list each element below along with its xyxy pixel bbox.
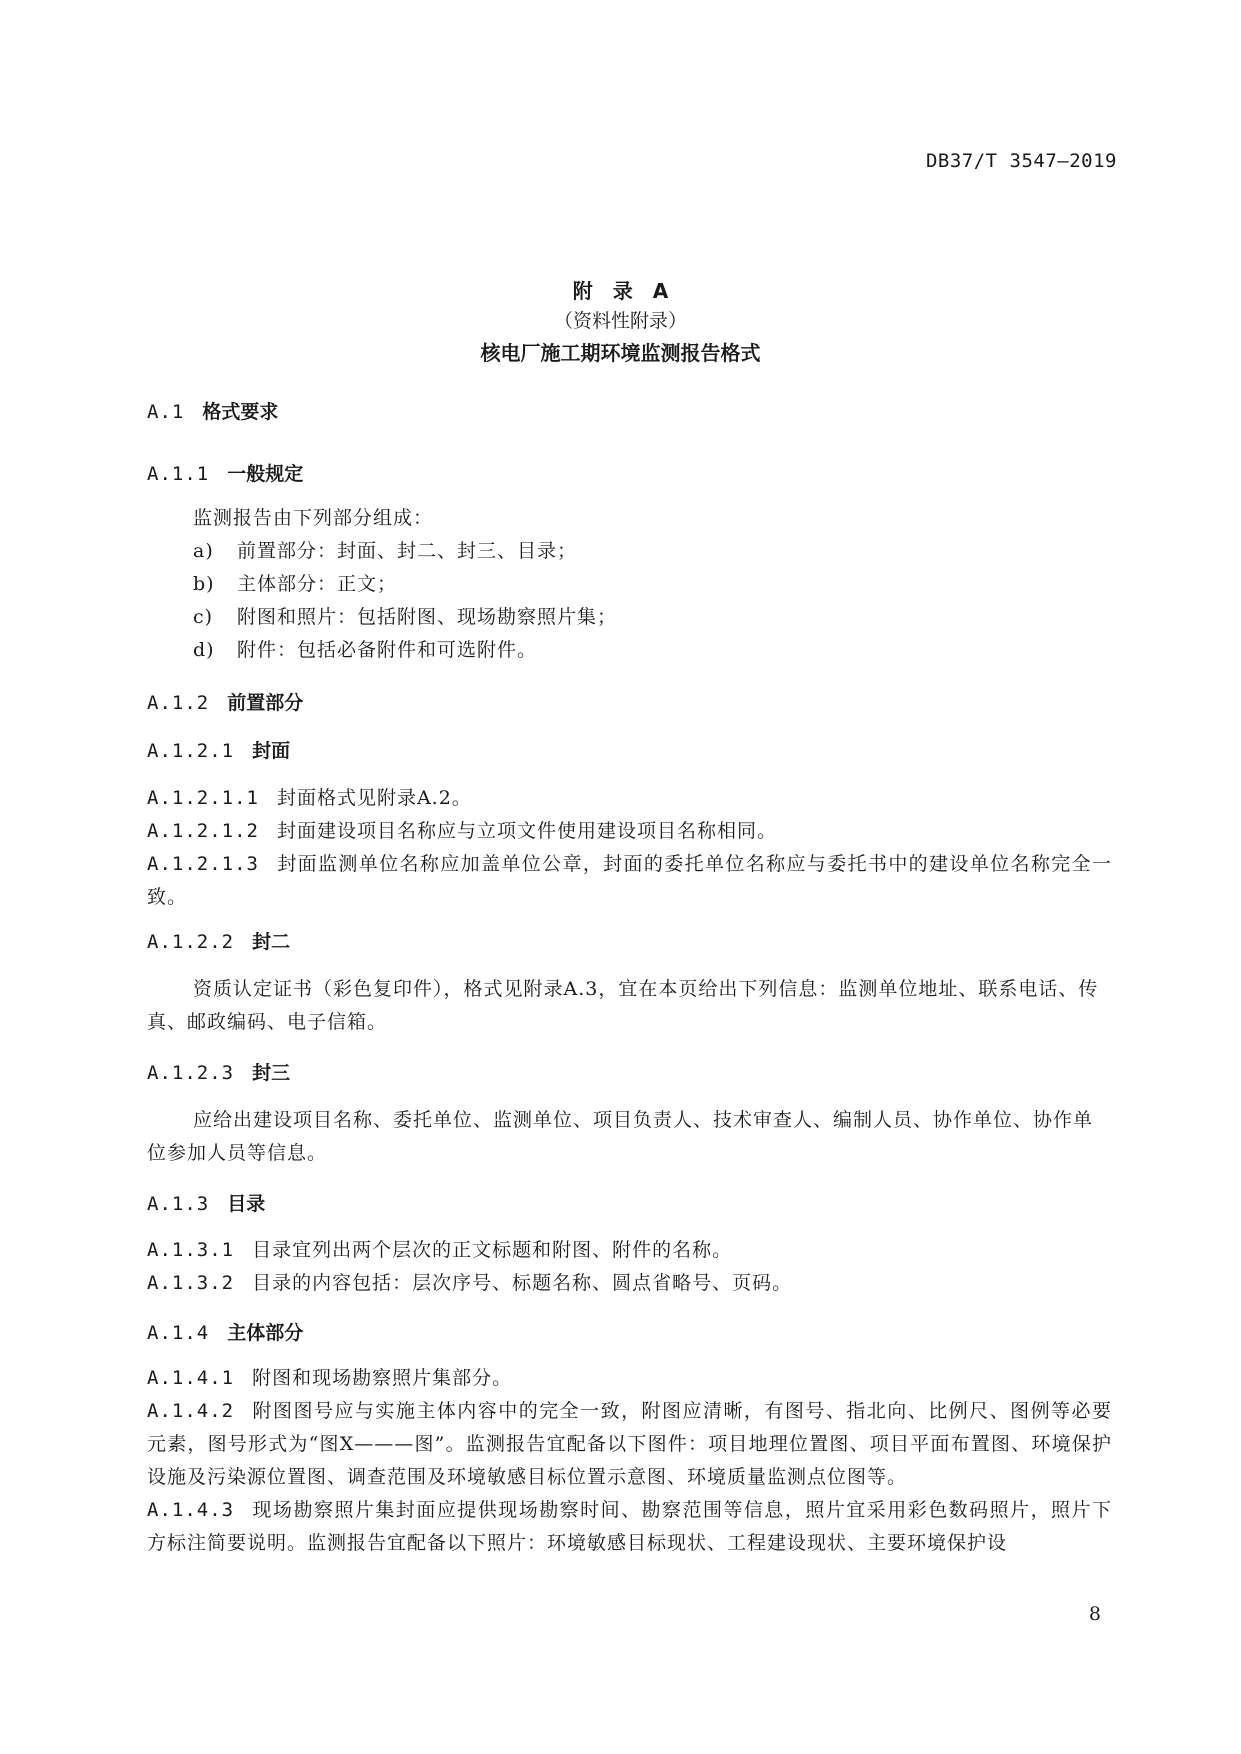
heading-a11 [147, 458, 1112, 491]
heading-text: 目录 [227, 1193, 266, 1215]
heading-text: 封二 [252, 931, 291, 953]
clause: A.1.2.1.2 封面建设项目名称应与立项文件使用建设项目名称相同。 [147, 820, 777, 842]
heading-number: A.1.2 [147, 692, 210, 714]
appendix-title: 附 录 A [572, 279, 669, 303]
heading-number: A.1.1 [147, 463, 210, 485]
heading-number: A.1.4 [147, 1322, 210, 1344]
clause: A.1.2.1.1 封面格式见附录A.2。 [147, 787, 472, 809]
heading-text: 封面 [252, 740, 291, 762]
clause: A.1.2.1.3 封面监测单位名称应加盖单位公章，封面的委托单位名称应与委托书中的建设单位名称完全一致。 [147, 853, 1112, 908]
heading-a123 [147, 1057, 1112, 1090]
heading-a121 [147, 735, 1112, 768]
list-item: b) 主体部分：正文； [193, 573, 398, 595]
clause: A.1.4.2 附图图号应与实施主体内容中的完全一致，附图应清晰，有图号、指北向、比例尺、图例等必要元素，图号形式为“图X———图”。监测报告宜配备以下图件：项目地理位置图、项目平面布置图、环境保护设施及污染源位置图、调查范围及环境敏感目标位置示意图、环境质量监测点位图等。 [147, 1400, 1112, 1488]
heading-text: 主体部分 [227, 1322, 304, 1344]
heading-text: 一般规定 [227, 463, 304, 485]
clause: A.1.4.3 现场勘察照片集封面应提供现场勘察时间、勘察范围等信息，照片宜采用彩色数码照片，照片下方标注简要说明。监测报告宜配备以下照片：环境敏感目标现状、工程建设现状、主要环境保护设 [147, 1499, 1112, 1554]
heading-number: A.1.2.1 [147, 740, 235, 762]
appendix-type: （资料性附录） [553, 310, 687, 332]
heading-a14 [147, 1317, 1112, 1350]
appendix-name: 核电厂施工期环境监测报告格式 [480, 341, 761, 365]
standard-code: DB37/T 3547—2019 [925, 150, 1117, 172]
section-a13-body [147, 1234, 1112, 1300]
heading-a122 [147, 926, 1112, 959]
heading-a12 [147, 687, 1112, 720]
list-item: d) 附件：包括必备附件和可选附件。 [193, 639, 538, 661]
heading-number: A.1.3 [147, 1193, 210, 1215]
section-a14-body [147, 1362, 1112, 1560]
clause: A.1.4.1 附图和现场勘察照片集部分。 [147, 1367, 513, 1389]
heading-number: A.1 [147, 401, 185, 423]
heading-text: 格式要求 [202, 401, 279, 423]
list-item: c) 附图和照片：包括附图、现场勘察照片集； [193, 606, 618, 628]
section-a121-body [147, 782, 1112, 914]
heading-text: 封三 [252, 1062, 291, 1084]
paragraph: 资质认定证书（彩色复印件），格式见附录A.3，宜在本页给出下列信息：监测单位地址、联系电话、传真、邮政编码、电子信箱。 [147, 978, 1099, 1033]
heading-a1 [147, 396, 1112, 429]
heading-number: A.1.2.3 [147, 1062, 235, 1084]
paragraph: 应给出建设项目名称、委托单位、监测单位、项目负责人、技术审查人、编制人员、协作单位、协作单位参加人员等信息。 [147, 1109, 1094, 1164]
page-number: 8 [1088, 1603, 1101, 1625]
heading-text: 前置部分 [227, 692, 304, 714]
heading-number: A.1.2.2 [147, 931, 235, 953]
section-a122-body [147, 973, 1112, 1039]
section-a11-body [147, 502, 1112, 667]
paragraph: 监测报告由下列部分组成： [193, 507, 434, 529]
section-a123-body [147, 1104, 1112, 1170]
clause: A.1.3.2 目录的内容包括：层次序号、标题名称、圆点省略号、页码。 [147, 1272, 793, 1294]
list-item: a) 前置部分：封面、封二、封三、目录； [193, 540, 578, 562]
clause: A.1.3.1 目录宜列出两个层次的正文标题和附图、附件的名称。 [147, 1239, 733, 1261]
heading-a13 [147, 1188, 1112, 1221]
